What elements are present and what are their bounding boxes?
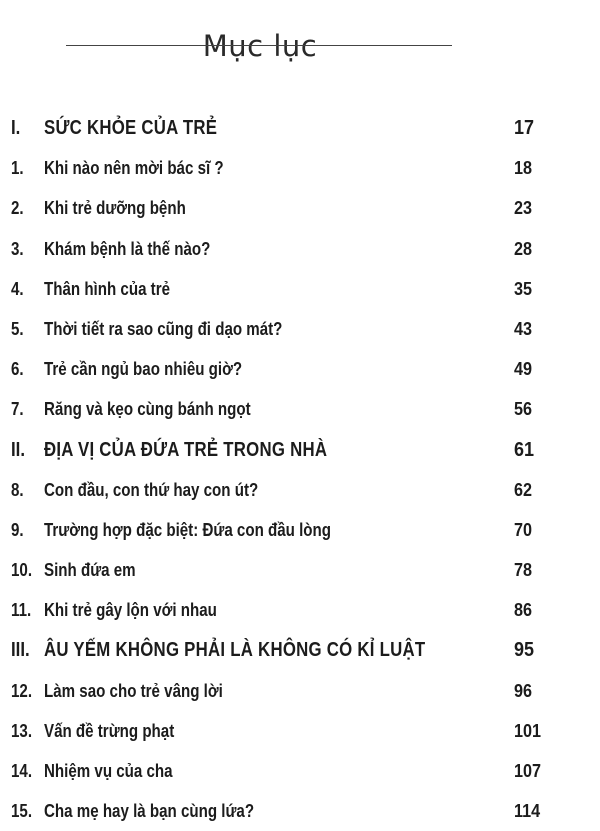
toc-title: Làm sao cho trẻ vâng lời: [44, 680, 223, 701]
toc-item-row: [0, 229, 600, 269]
toc-page-number: 86: [514, 600, 533, 621]
toc-number: 2.: [11, 198, 24, 219]
toc-item-row: [0, 510, 600, 550]
page-title: Mục lục: [202, 29, 318, 64]
toc-section-row: [0, 630, 600, 670]
toc-title: Khám bệnh là thế nào?: [44, 238, 211, 259]
toc-page-number: 35: [514, 278, 533, 299]
toc-item-row: [0, 671, 600, 711]
toc-item-row: [0, 791, 600, 831]
toc-page-number: 114: [514, 801, 541, 822]
toc-title: Khi trẻ dưỡng bệnh: [44, 198, 186, 219]
toc-item-row: [0, 751, 600, 791]
toc-title: Vấn đề trừng phạt: [44, 720, 175, 741]
toc-item-row: [0, 349, 600, 389]
toc-title: Nhiệm vụ của cha: [44, 761, 173, 781]
toc-number: 4.: [11, 278, 24, 299]
toc-number: I.: [11, 117, 21, 139]
toc-number: 3.: [11, 238, 24, 259]
toc-item-row: [0, 309, 600, 349]
toc-section-row: [0, 430, 600, 470]
toc-title: Khi trẻ gây lộn với nhau: [44, 600, 217, 621]
toc-title: SỨC KHỎE CỦA TRẺ: [44, 117, 218, 139]
toc-page-number: 17: [514, 117, 535, 139]
toc-number: 5.: [11, 318, 24, 339]
toc-number: 14.: [11, 761, 33, 781]
toc-number: 11.: [11, 600, 32, 621]
toc-item-row: [0, 550, 600, 590]
toc-title: Răng và kẹo cùng bánh ngọt: [44, 399, 251, 420]
toc-page-number: 18: [514, 158, 533, 179]
toc-title: Trẻ cần ngủ bao nhiêu giờ?: [44, 359, 243, 380]
toc-number: III.: [11, 639, 30, 662]
toc-number: 7.: [11, 399, 24, 420]
toc-number: II.: [11, 438, 26, 461]
toc-title: Sinh đứa em: [44, 560, 136, 581]
toc-item-row: [0, 269, 600, 309]
toc-number: 13.: [11, 720, 33, 741]
toc-number: 8.: [11, 479, 24, 500]
toc-page-number: 56: [514, 399, 533, 420]
toc-number: 1.: [11, 158, 24, 179]
toc-title: Thời tiết ra sao cũng đi dạo mát?: [44, 318, 283, 339]
toc-page-number: 101: [514, 720, 542, 741]
toc-page-number: 62: [514, 479, 533, 500]
toc-item-row: [0, 389, 600, 429]
toc-page-number: 28: [514, 238, 533, 259]
toc-page-number: 70: [514, 519, 533, 540]
toc-number: 9.: [11, 519, 24, 540]
toc-page-number: 95: [514, 639, 535, 662]
toc-page-number: 96: [514, 680, 533, 701]
toc-item-row: [0, 188, 600, 228]
toc-item-row: [0, 148, 600, 188]
toc-item-row: [0, 711, 600, 751]
toc-page-number: 78: [514, 560, 533, 581]
toc-page-number: 61: [514, 438, 535, 461]
toc-title: Con đầu, con thứ hay con út?: [44, 479, 259, 500]
toc-number: 12.: [11, 680, 33, 701]
toc-item-row: [0, 470, 600, 510]
toc-page-number: 49: [514, 359, 533, 380]
toc-title: Trường hợp đặc biệt: Đứa con đầu lòng: [44, 519, 332, 540]
table-of-contents: [0, 108, 600, 831]
toc-title: ĐỊA VỊ CỦA ĐỨA TRẺ TRONG NHÀ: [44, 438, 328, 461]
toc-page-number: 23: [514, 198, 533, 219]
toc-item-row: [0, 590, 600, 630]
toc-number: 10.: [11, 560, 33, 581]
toc-title: Cha mẹ hay là bạn cùng lứa?: [44, 801, 255, 822]
toc-title: Thân hình của trẻ: [44, 278, 171, 299]
toc-page-number: 43: [514, 318, 533, 339]
toc-page-number: 107: [514, 761, 542, 781]
toc-title: Khi nào nên mời bác sĩ ?: [44, 158, 224, 179]
title-underline: [66, 45, 452, 46]
toc-section-row: [0, 108, 600, 148]
toc-number: 6.: [11, 359, 24, 380]
toc-number: 15.: [11, 801, 33, 822]
toc-title: ÂU YẾM KHÔNG PHẢI LÀ KHÔNG CÓ KỈ LUẬT: [44, 639, 426, 662]
